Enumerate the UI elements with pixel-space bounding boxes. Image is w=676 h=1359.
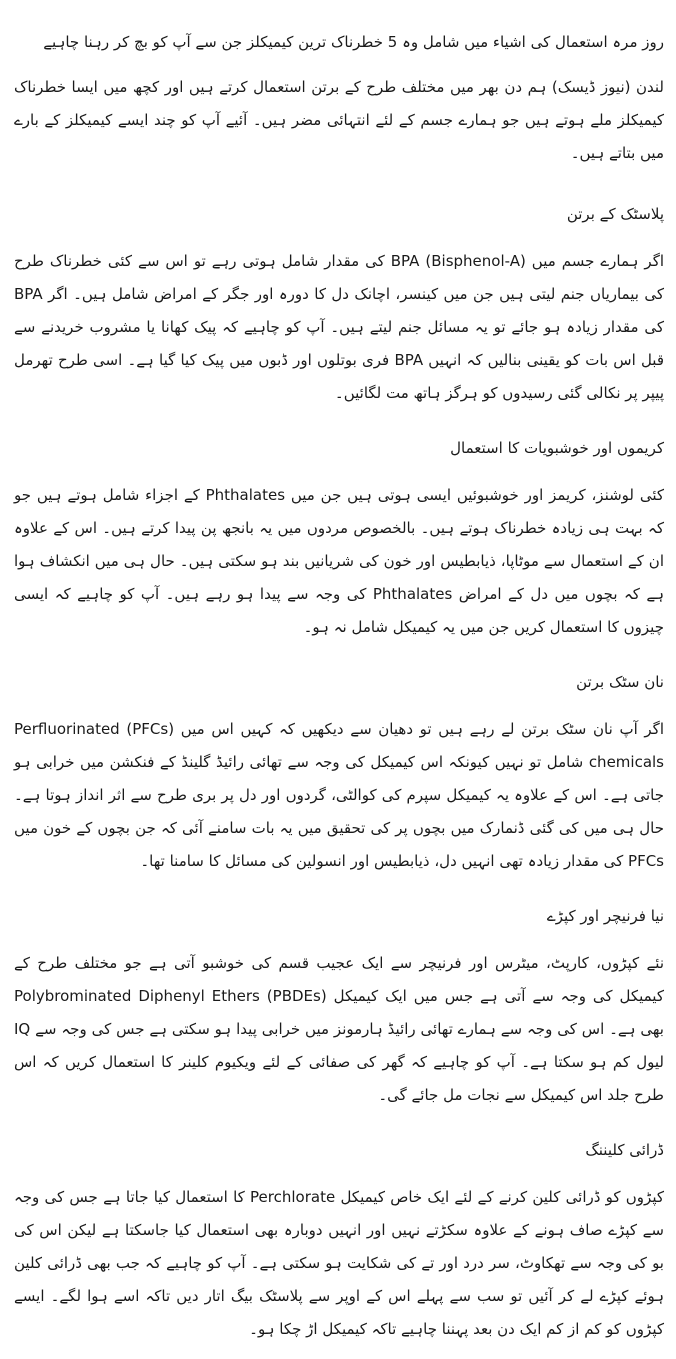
section-heading: پلاسٹک کے برتن (566, 205, 664, 223)
section-body: کئی لوشنز، کریمز اور خوشبوئیں ایسی ہوتی ہیں جن میں Phthalates کے اجزاء شامل ہوتے ہیں جو کہ بہت ہی زیادہ خطرناک ہوتے ہیں۔ بالخصوص مردوں میں یہ بانجھ پن پیدا کرتے ہیں۔ اس کے علاوہ ان کے استعمال سے موٹاپا، ذیابطیس اور خون کی شریانیں بند ہو سکتی ہیں۔ حال ہی میں انکشاف ہوا ہے کہ بچوں میں دل کے امراض Phthalates کی وجہ سے پیدا ہو رہے ہیں۔ آپ کو چاہیے کہ ایسی چیزوں کا استعمال کریں جن میں یہ کیمیکل شامل نہ ہو۔ (14, 486, 664, 636)
section-creams-fragrances (14, 432, 664, 644)
article-headline: روز مرہ استعمال کی اشیاء میں شامل وہ 5 خطرناک ترین کیمیکلز جن سے آپ کو بچ کر رہنا چاہیے (43, 33, 664, 51)
section-non-stick (14, 666, 664, 878)
section-furniture-clothes (14, 900, 664, 1112)
section-body: کپڑوں کو ڈرائی کلین کرنے کے لئے ایک خاص کیمیکل Perchlorate کا استعمال کیا جاتا ہے جس کی وجہ سے کپڑے صاف ہونے کے علاوہ سکڑتے نہیں اور انہیں دوبارہ بھی استعمال کیا جاسکتا ہے لیکن اس کی بو کی وجہ سے تھکاوٹ، سر درد اور تے کی شکایت ہو سکتی ہے۔ آپ کو چاہیے کہ جب بھی ڈرائی کلین ہوئے کپڑے لے کر آئیں تو سب سے پہلے اس کے اوپر سے پلاسٹک بیگ اتار دیں تاکہ اسے ہوا لگے۔ ایسے کپڑوں کو کم از کم ایک دن بعد پہننا چاہیے تاکہ کیمیکل اڑ چکا ہو۔ (14, 1188, 664, 1338)
article-intro: لندن (نیوز ڈیسک) ہم دن بھر میں مختلف طرح کے برتن استعمال کرتے ہیں اور کچھ میں ایسا خطرناک کیمیکلز ملے ہوتے ہیں جو ہمارے جسم کے لئے انتہائی مضر ہیں۔ آئیے آپ کو چند ایسے کیمیکلز کے بارے میں بتاتے ہیں۔ (14, 78, 664, 162)
section-heading: نان سٹک برتن (576, 673, 664, 691)
section-body: نئے کپڑوں، کارپٹ، میٹرس اور فرنیچر سے ایک عجیب قسم کی خوشبو آتی ہے جو مختلف طرح کے کیمیکل کی وجہ سے آتی ہے جس میں ایک کیمیکل (PBDEs) Polybrominated Diphenyl Ethers بھی ہے۔ اس کی وجہ سے ہمارے تھائی رائیڈ ہارمونز میں خرابی پیدا ہو سکتی ہے جس کی وجہ سے IQ لیول کم ہو سکتا ہے۔ آپ کو چاہیے کہ گھر کی صفائی کے لئے ویکیوم کلینر کا استعمال کریں کہ اس طرح جلد اس کیمیکل سے نجات مل جائے گی۔ (14, 954, 664, 1104)
section-heading: کریموں اور خوشبویات کا استعمال (450, 439, 664, 457)
section-plastic-utensils (14, 198, 664, 410)
section-dry-cleaning (14, 1134, 664, 1346)
section-heading: ڈرائی کلیننگ (585, 1141, 664, 1159)
section-body: اگر آپ نان سٹک برتن لے رہے ہیں تو دھیان سے دیکھیں کہ کہیں اس میں (PFCs) Perfluorinated chemicals شامل تو نہیں کیونکہ اس کیمیکل کی وجہ سے تھائی رائیڈ گلینڈ کے فنکشن میں خرابی ہو جاتی ہے۔ اس کے علاوہ یہ کیمیکل سپرم کی کوالٹی، گردوں اور دل پر بری طرح سے اثر انداز ہوتا ہے۔ حال ہی میں کی گئی ڈنمارک میں بچوں پر کی تحقیق میں یہ بات سامنے آئی کہ جن بچوں کے خون میں PFCs کی مقدار زیادہ تھی انہیں دل، ذیابطیس اور انسولین کی مسائل کا سامنا تھا۔ (14, 720, 664, 870)
section-body: اگر ہمارے جسم میں BPA (Bisphenol-A) کی مقدار شامل ہوتی رہے تو اس سے کئی خطرناک طرح کی بیماریاں جنم لیتی ہیں جن میں کینسر، اچانک دل کا دورہ اور جگر کے امراض شامل ہیں۔ اگر BPA کی مقدار زیادہ ہو جائے تو یہ مسائل جنم لیتے ہیں۔ آپ کو چاہیے کہ پیک کھانا یا مشروب خریدنے سے قبل اس بات کو یقینی بنالیں کہ انہیں BPA فری بوتلوں اور ڈبوں میں پیک کیا گیا ہے۔ اسی طرح تھرمل پیپر پر نکالی گئی رسیدوں کو ہرگز ہاتھ مت لگائیں۔ (14, 252, 665, 402)
section-heading: نیا فرنیچر اور کپڑے (546, 907, 664, 925)
